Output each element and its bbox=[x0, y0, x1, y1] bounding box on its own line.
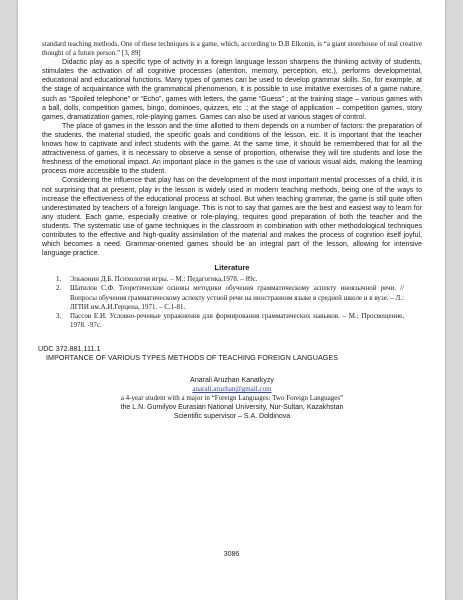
reference-text: Шатилов С.Ф. Теоретические основы методики обучения грамматическому аспекту иноязычной речи. //Вопросы обучения грамматическому аспекту устной речи на иностранном языке в средней школе и в вузе. – Л.: ЛГПИ им.А.И.Герцена, 1971. – С.1-81. bbox=[70, 284, 404, 311]
document-page bbox=[18, 0, 445, 600]
reference-list bbox=[42, 275, 422, 330]
udc-code: UDC 372.881.111.1 bbox=[38, 344, 101, 354]
author-block bbox=[42, 376, 422, 421]
author-affiliation-line1: a 4-year student with a major in “Foreign Languages: Two Foreign Languages” bbox=[120, 394, 344, 403]
scientific-supervisor: Scientific supervisor – S.A. Doldinova bbox=[173, 413, 291, 421]
author-name: Anarali Aruzhan Kanatkyzy bbox=[190, 377, 274, 385]
article-title: IMPORTANCE OF VARIOUS TYPES METHODS OF TEACHING FOREIGN LANGUAGES bbox=[46, 353, 339, 363]
literature-heading: Literature bbox=[214, 263, 250, 273]
paragraph-2: Didactic play as a specific type of activity in a foreign language lesson sharpens the thinking activity of students, stimulates the activation of all cognitive processes (attention, memory, perception, etc.), performs developmental, educational and educational functions. Many types of games can be used to develop grammar skills. So, for example, at the stage of acquaintance with the grammatical phenomenon, it is possible to use imitative exercises of a game nature, such as “Spoiled telephone” or “Echo”, games with letters, the game “Guess” ; at the training stage – various games with a ball, dolls, competition games, bingo, dominoes, quizzes, etc .; at the stage of application – competition games, story games, dramatization games, role-playing games. Games can also be used at various stages of control. bbox=[42, 59, 422, 121]
author-affiliation-line2: the L.N. Gumilyov Eurasian National University, Nur-Sultan, Kazakhstan bbox=[120, 404, 344, 412]
reference-number: 2. bbox=[56, 284, 62, 293]
reference-item bbox=[56, 312, 422, 330]
reference-text: Пассов Е.И. Условно-речевые упражнения для формирования грамматических навыков. – М.: Просвещение, 1978. -97с. bbox=[70, 312, 404, 330]
author-email-link[interactable]: anarali.aruzhan@gmail.com bbox=[192, 385, 272, 394]
reference-number: 1. bbox=[56, 275, 62, 284]
paragraph-4: Considering the influence that play has on the development of the most important mental processes of a child, it is not surprising that at present, play in the lesson is widely used in modern teaching methods, being one of the ways to increase the effectiveness of the educational process at school. But when teaching grammar, the game is still quite often underestimated by teachers of a foreign language. This is not to say that games are the best and easiest way to learn for any student. Each game, especially creative or role-playing, requires good preparation of both the teacher and the students. The systematic use of game techniques in the classroom in combination with other methodological techniques contributes to the effective and high-quality assimilation of the material and makes the process of cognition itself joyful, which becomes a need. Grammar-oriented games should be an integral part of the lesson, allowing for intensive language practice. bbox=[42, 177, 422, 258]
page-content bbox=[38, 40, 422, 421]
page-number: 3086 bbox=[223, 551, 240, 558]
reference-item bbox=[56, 275, 422, 284]
reference-number: 3. bbox=[56, 312, 62, 321]
paragraph-1: standard teaching methods. One of these techniques is a game, which, according to D.B Elkonin, is “a giant storehouse of real creative thought of a future person.” [3, 89] bbox=[42, 40, 422, 58]
reference-item bbox=[56, 284, 422, 312]
paragraph-3: The place of games in the lesson and the time allotted to them depends on a number of factors: the preparation of the students, the material studied, the specific goals and conditions of the lesson, etc. It is important that the teacher knows how to captivate and infect students with the game. At the same time, it should be remembered that for all the attractiveness of games, it is necessary to observe a sense of proportion, otherwise they will tire students and lose the freshness of the emotional impact. An important place in the games is the use of various visual aids, making the learning process more accessible to the student. bbox=[42, 122, 422, 176]
reference-text: Эльконин Д.Б. Психология игры. – М.: Педагогика,1978. – 89с. bbox=[70, 275, 258, 284]
